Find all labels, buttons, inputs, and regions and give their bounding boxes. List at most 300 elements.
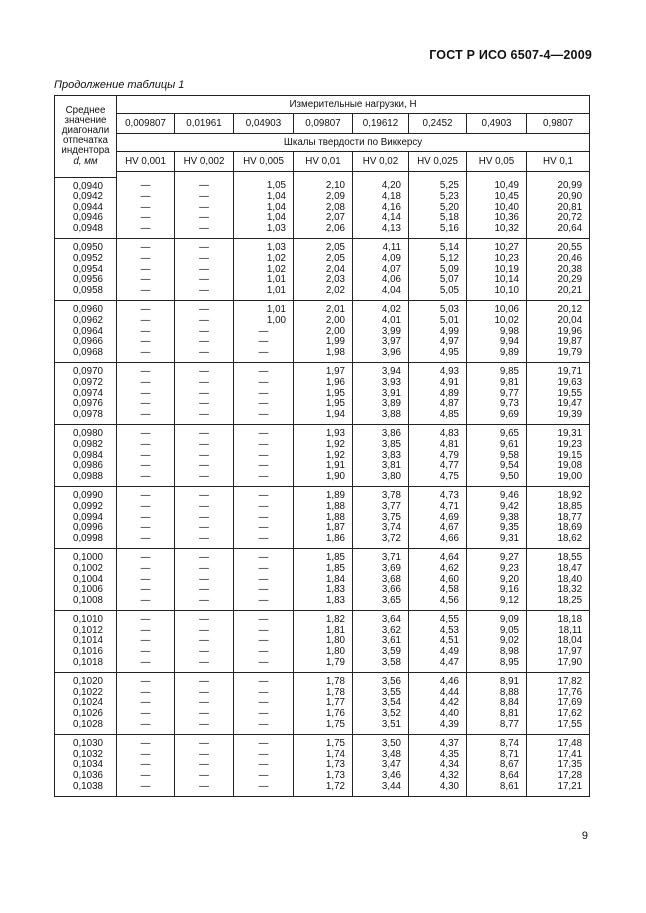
hardness-cell: 20,04 — [527, 316, 590, 327]
empty-value-cell: — — [117, 698, 175, 709]
empty-value-cell: — — [117, 192, 175, 203]
hardness-cell: 4,83 — [409, 425, 467, 440]
empty-value-cell: — — [117, 750, 175, 761]
table-row — [55, 720, 590, 735]
empty-value-cell: — — [175, 410, 234, 425]
hardness-cell: 3,56 — [353, 673, 409, 688]
empty-value-cell: — — [234, 348, 294, 363]
empty-value-cell: — — [117, 389, 175, 400]
hardness-cell: 1,04 — [234, 192, 294, 203]
scale-label: HV 0,05 — [467, 152, 527, 172]
hardness-cell: 9,09 — [467, 611, 527, 626]
diagonal-cell: 0,0986 — [55, 461, 117, 472]
diagonal-cell: 0,0982 — [55, 440, 117, 451]
hardness-cell: 10,32 — [467, 224, 527, 239]
hardness-cell: 1,83 — [294, 585, 353, 596]
empty-value-cell: — — [175, 224, 234, 239]
hardness-cell: 1,83 — [294, 596, 353, 611]
hardness-cell: 20,38 — [527, 265, 590, 276]
hardness-cell: 3,74 — [353, 523, 409, 534]
empty-value-cell: — — [175, 472, 234, 487]
hardness-cell: 1,81 — [294, 626, 353, 637]
hardness-cell: 1,73 — [294, 771, 353, 782]
hardness-cell: 4,47 — [409, 658, 467, 673]
diagonal-cell: 0,1014 — [55, 636, 117, 647]
empty-value-cell: — — [175, 760, 234, 771]
table-row — [55, 658, 590, 673]
hardness-cell: 2,09 — [294, 192, 353, 203]
diagonal-cell: 0,0998 — [55, 534, 117, 549]
hardness-cell: 4,85 — [409, 410, 467, 425]
empty-value-cell: — — [234, 688, 294, 699]
empty-value-cell: — — [117, 425, 175, 440]
empty-value-cell: — — [175, 254, 234, 265]
empty-value-cell: — — [117, 626, 175, 637]
diagonal-cell: 0,0988 — [55, 472, 117, 487]
hardness-cell: 3,83 — [353, 451, 409, 462]
hardness-cell: 17,90 — [527, 658, 590, 673]
hardness-cell: 19,96 — [527, 327, 590, 338]
empty-value-cell: — — [175, 451, 234, 462]
diagonal-cell: 0,1030 — [55, 735, 117, 750]
hardness-cell: 1,78 — [294, 673, 353, 688]
hardness-cell: 19,00 — [527, 472, 590, 487]
hardness-cell: 17,41 — [527, 750, 590, 761]
empty-value-cell: — — [175, 348, 234, 363]
hardness-cell: 4,95 — [409, 348, 467, 363]
hardness-cell: 3,75 — [353, 513, 409, 524]
hardness-cell: 9,58 — [467, 451, 527, 462]
empty-value-cell: — — [175, 177, 234, 192]
hardness-cell: 17,76 — [527, 688, 590, 699]
empty-value-cell: — — [234, 611, 294, 626]
table-row — [55, 534, 590, 549]
empty-value-cell: — — [234, 399, 294, 410]
empty-value-cell: — — [234, 636, 294, 647]
empty-value-cell: — — [117, 265, 175, 276]
empty-value-cell: — — [234, 698, 294, 709]
empty-value-cell: — — [175, 771, 234, 782]
hardness-cell: 20,55 — [527, 239, 590, 254]
hardness-cell: 3,52 — [353, 709, 409, 720]
empty-value-cell: — — [175, 301, 234, 316]
hardness-cell: 4,55 — [409, 611, 467, 626]
loads-header: Измерительные нагрузки, Н — [117, 96, 590, 114]
empty-value-cell: — — [117, 224, 175, 239]
diagonal-cell: 0,1022 — [55, 688, 117, 699]
hardness-cell: 4,60 — [409, 575, 467, 586]
diagonal-cell: 0,0980 — [55, 425, 117, 440]
hardness-cell: 1,00 — [234, 316, 294, 327]
hardness-cell: 3,86 — [353, 425, 409, 440]
empty-value-cell: — — [117, 239, 175, 254]
empty-value-cell: — — [175, 709, 234, 720]
table-row — [55, 549, 590, 564]
hardness-cell: 2,06 — [294, 224, 353, 239]
empty-value-cell: — — [117, 523, 175, 534]
diagonal-cell: 0,1024 — [55, 698, 117, 709]
stub-header-line: значение — [64, 114, 107, 126]
table-caption: Продолжение таблицы 1 — [54, 79, 185, 91]
hardness-cell: 4,30 — [409, 782, 467, 797]
hardness-cell: 2,05 — [294, 239, 353, 254]
stub-header-line: Среднее — [65, 104, 106, 116]
empty-value-cell: — — [117, 378, 175, 389]
hardness-cell: 1,76 — [294, 709, 353, 720]
empty-value-cell: — — [117, 760, 175, 771]
empty-value-cell: — — [175, 425, 234, 440]
hardness-cell: 1,85 — [294, 564, 353, 575]
hardness-cell: 3,50 — [353, 735, 409, 750]
hardness-cell: 1,72 — [294, 782, 353, 797]
hardness-cell: 8,67 — [467, 760, 527, 771]
empty-value-cell: — — [175, 735, 234, 750]
document-standard-number: ГОСТ Р ИСО 6507-4—2009 — [429, 48, 592, 62]
hardness-cell: 20,21 — [527, 286, 590, 301]
hardness-cell: 20,81 — [527, 203, 590, 214]
diagonal-cell: 0,0974 — [55, 389, 117, 400]
diagonal-cell: 0,1036 — [55, 771, 117, 782]
scale-label: HV 0,1 — [527, 152, 590, 172]
table-row — [55, 564, 590, 575]
diagonal-cell: 0,0996 — [55, 523, 117, 534]
hardness-cell: 1,01 — [234, 301, 294, 316]
empty-value-cell: — — [234, 658, 294, 673]
hardness-cell: 9,27 — [467, 549, 527, 564]
hardness-cell: 5,05 — [409, 286, 467, 301]
empty-value-cell: — — [117, 275, 175, 286]
diagonal-cell: 0,1004 — [55, 575, 117, 586]
table-row — [55, 673, 590, 688]
empty-value-cell: — — [117, 363, 175, 378]
hardness-cell: 5,23 — [409, 192, 467, 203]
hardness-cell: 1,01 — [234, 286, 294, 301]
hardness-cell: 10,49 — [467, 177, 527, 192]
hardness-cell: 1,80 — [294, 647, 353, 658]
empty-value-cell: — — [175, 658, 234, 673]
hardness-cell: 4,66 — [409, 534, 467, 549]
hardness-cell: 20,29 — [527, 275, 590, 286]
row-group — [55, 425, 590, 487]
diagonal-cell: 0,0992 — [55, 502, 117, 513]
hardness-cell: 3,78 — [353, 487, 409, 502]
hardness-cell: 20,72 — [527, 213, 590, 224]
empty-value-cell: — — [234, 673, 294, 688]
hardness-cell: 3,48 — [353, 750, 409, 761]
diagonal-cell: 0,0966 — [55, 337, 117, 348]
hardness-cell: 1,86 — [294, 534, 353, 549]
hardness-cell: 9,23 — [467, 564, 527, 575]
table-row — [55, 286, 590, 301]
hardness-cell: 3,51 — [353, 720, 409, 735]
hardness-cell: 19,79 — [527, 348, 590, 363]
empty-value-cell: — — [117, 636, 175, 647]
hardness-cell: 10,02 — [467, 316, 527, 327]
hardness-cell: 9,65 — [467, 425, 527, 440]
row-group — [55, 673, 590, 735]
diagonal-cell: 0,1002 — [55, 564, 117, 575]
empty-value-cell: — — [175, 213, 234, 224]
empty-value-cell: — — [234, 523, 294, 534]
hardness-cell: 19,23 — [527, 440, 590, 451]
hardness-cell: 4,46 — [409, 673, 467, 688]
table-row — [55, 363, 590, 378]
hardness-cell: 1,99 — [294, 337, 353, 348]
empty-value-cell: — — [234, 564, 294, 575]
hardness-cell: 4,11 — [353, 239, 409, 254]
empty-value-cell: — — [234, 410, 294, 425]
empty-value-cell: — — [117, 348, 175, 363]
diagonal-cell: 0,1010 — [55, 611, 117, 626]
hardness-cell: 2,01 — [294, 301, 353, 316]
hardness-cell: 4,44 — [409, 688, 467, 699]
hardness-cell: 4,64 — [409, 549, 467, 564]
hardness-cell: 10,27 — [467, 239, 527, 254]
hardness-cell: 5,09 — [409, 265, 467, 276]
empty-value-cell: — — [117, 177, 175, 192]
empty-value-cell: — — [175, 523, 234, 534]
hardness-cell: 10,40 — [467, 203, 527, 214]
hardness-cell: 17,35 — [527, 760, 590, 771]
empty-value-cell: — — [117, 782, 175, 797]
empty-value-cell: — — [175, 513, 234, 524]
hardness-cell: 2,10 — [294, 177, 353, 192]
empty-value-cell: — — [175, 192, 234, 203]
row-group — [55, 177, 590, 239]
diagonal-cell: 0,0972 — [55, 378, 117, 389]
hardness-cell: 18,40 — [527, 575, 590, 586]
empty-value-cell: — — [175, 363, 234, 378]
empty-value-cell: — — [234, 647, 294, 658]
table-row — [55, 782, 590, 797]
diagonal-column-header — [55, 96, 117, 178]
hardness-cell: 3,69 — [353, 564, 409, 575]
load-value: 0,9807 — [527, 114, 590, 134]
stub-header-line: диагонали — [61, 125, 110, 137]
hardness-cell: 4,93 — [409, 363, 467, 378]
hardness-cell: 1,80 — [294, 636, 353, 647]
load-value: 0,4903 — [467, 114, 527, 134]
empty-value-cell: — — [175, 636, 234, 647]
hardness-cell: 17,55 — [527, 720, 590, 735]
empty-value-cell: — — [117, 709, 175, 720]
hardness-cell: 19,87 — [527, 337, 590, 348]
empty-value-cell: — — [117, 327, 175, 338]
hardness-cell: 3,94 — [353, 363, 409, 378]
hardness-cell: 8,71 — [467, 750, 527, 761]
diagonal-cell: 0,1012 — [55, 626, 117, 637]
empty-value-cell: — — [234, 337, 294, 348]
empty-value-cell: — — [117, 399, 175, 410]
empty-value-cell: — — [117, 575, 175, 586]
hardness-cell: 4,71 — [409, 502, 467, 513]
hardness-cell: 5,16 — [409, 224, 467, 239]
hardness-cell: 4,91 — [409, 378, 467, 389]
diagonal-cell: 0,0946 — [55, 213, 117, 224]
hardness-cell: 8,84 — [467, 698, 527, 709]
scales-header: Шкалы твердости по Виккерсу — [117, 134, 590, 152]
hardness-cell: 17,48 — [527, 735, 590, 750]
hardness-cell: 9,05 — [467, 626, 527, 637]
hardness-cell: 1,74 — [294, 750, 353, 761]
hardness-cell: 3,81 — [353, 461, 409, 472]
empty-value-cell: — — [117, 658, 175, 673]
table-row — [55, 224, 590, 239]
empty-value-cell: — — [234, 487, 294, 502]
hardness-cell: 2,04 — [294, 265, 353, 276]
empty-value-cell: — — [117, 549, 175, 564]
hardness-cell: 9,73 — [467, 399, 527, 410]
table-row — [55, 487, 590, 502]
hardness-cell: 9,12 — [467, 596, 527, 611]
table-row — [55, 348, 590, 363]
hardness-cell: 4,99 — [409, 327, 467, 338]
hardness-cell: 1,82 — [294, 611, 353, 626]
empty-value-cell: — — [117, 301, 175, 316]
hardness-cell: 4,34 — [409, 760, 467, 771]
hardness-cell: 19,55 — [527, 389, 590, 400]
diagonal-cell: 0,0944 — [55, 203, 117, 214]
diagonal-cell: 0,0990 — [55, 487, 117, 502]
empty-value-cell: — — [175, 750, 234, 761]
hardness-cell: 9,89 — [467, 348, 527, 363]
hardness-cell: 4,35 — [409, 750, 467, 761]
hardness-cell: 1,88 — [294, 513, 353, 524]
empty-value-cell: — — [175, 239, 234, 254]
hardness-cell: 8,98 — [467, 647, 527, 658]
diagonal-cell: 0,0962 — [55, 316, 117, 327]
hardness-cell: 9,02 — [467, 636, 527, 647]
diagonal-cell: 0,0954 — [55, 265, 117, 276]
empty-value-cell: — — [234, 502, 294, 513]
row-group — [55, 239, 590, 301]
hardness-cell: 4,18 — [353, 192, 409, 203]
hardness-cell: 8,91 — [467, 673, 527, 688]
empty-value-cell: — — [117, 513, 175, 524]
hardness-cell: 3,97 — [353, 337, 409, 348]
diagonal-cell: 0,0994 — [55, 513, 117, 524]
empty-value-cell: — — [117, 596, 175, 611]
hardness-cell: 1,92 — [294, 451, 353, 462]
empty-value-cell: — — [117, 213, 175, 224]
table-row — [55, 301, 590, 316]
empty-value-cell: — — [175, 611, 234, 626]
hardness-cell: 4,89 — [409, 389, 467, 400]
empty-value-cell: — — [175, 647, 234, 658]
empty-value-cell: — — [117, 461, 175, 472]
diagonal-cell: 0,1000 — [55, 549, 117, 564]
empty-value-cell: — — [175, 378, 234, 389]
table-row — [55, 596, 590, 611]
diagonal-cell: 0,1008 — [55, 596, 117, 611]
row-group — [55, 611, 590, 673]
empty-value-cell: — — [175, 549, 234, 564]
hardness-cell: 2,07 — [294, 213, 353, 224]
hardness-cell: 2,03 — [294, 275, 353, 286]
hardness-cell: 1,93 — [294, 425, 353, 440]
diagonal-cell: 0,0948 — [55, 224, 117, 239]
table-row — [55, 425, 590, 440]
hardness-cell: 18,32 — [527, 585, 590, 596]
hardness-cell: 4,75 — [409, 472, 467, 487]
hardness-cell: 4,62 — [409, 564, 467, 575]
hardness-cell: 3,68 — [353, 575, 409, 586]
empty-value-cell: — — [175, 585, 234, 596]
stub-header-line: индентора — [61, 145, 110, 157]
hardness-cell: 1,04 — [234, 213, 294, 224]
hardness-cell: 19,39 — [527, 410, 590, 425]
hardness-cell: 18,92 — [527, 487, 590, 502]
empty-value-cell: — — [234, 771, 294, 782]
hardness-cell: 1,87 — [294, 523, 353, 534]
empty-value-cell: — — [234, 585, 294, 596]
table-row — [55, 177, 590, 192]
hardness-cell: 4,06 — [353, 275, 409, 286]
hardness-cell: 4,42 — [409, 698, 467, 709]
scale-label: HV 0,005 — [234, 152, 294, 172]
empty-value-cell: — — [234, 549, 294, 564]
hardness-cell: 3,54 — [353, 698, 409, 709]
hardness-cell: 2,00 — [294, 327, 353, 338]
load-value: 0,19612 — [353, 114, 409, 134]
hardness-cell: 10,10 — [467, 286, 527, 301]
empty-value-cell: — — [234, 378, 294, 389]
hardness-cell: 3,88 — [353, 410, 409, 425]
empty-value-cell: — — [175, 487, 234, 502]
empty-value-cell: — — [175, 626, 234, 637]
hardness-cell: 17,69 — [527, 698, 590, 709]
hardness-cell: 8,95 — [467, 658, 527, 673]
hardness-cell: 18,69 — [527, 523, 590, 534]
empty-value-cell: — — [234, 440, 294, 451]
empty-value-cell: — — [117, 440, 175, 451]
empty-value-cell: — — [175, 286, 234, 301]
load-value: 0,09807 — [294, 114, 353, 134]
empty-value-cell: — — [117, 735, 175, 750]
hardness-cell: 1,90 — [294, 472, 353, 487]
hardness-cell: 2,05 — [294, 254, 353, 265]
hardness-cell: 9,98 — [467, 327, 527, 338]
hardness-cell: 17,82 — [527, 673, 590, 688]
hardness-cell: 20,99 — [527, 177, 590, 192]
diagonal-cell: 0,0968 — [55, 348, 117, 363]
empty-value-cell: — — [234, 575, 294, 586]
hardness-cell: 9,77 — [467, 389, 527, 400]
hardness-cell: 1,94 — [294, 410, 353, 425]
diagonal-cell: 0,0940 — [55, 177, 117, 192]
hardness-cell: 19,31 — [527, 425, 590, 440]
hardness-cell: 3,99 — [353, 327, 409, 338]
hardness-cell: 4,77 — [409, 461, 467, 472]
hardness-cell: 9,85 — [467, 363, 527, 378]
empty-value-cell: — — [175, 337, 234, 348]
hardness-cell: 4,40 — [409, 709, 467, 720]
empty-value-cell: — — [117, 254, 175, 265]
table-row — [55, 239, 590, 254]
hardness-cell: 9,61 — [467, 440, 527, 451]
table-row — [55, 611, 590, 626]
hardness-cell: 2,00 — [294, 316, 353, 327]
hardness-cell: 1,75 — [294, 720, 353, 735]
scale-label: HV 0,002 — [175, 152, 234, 172]
table-row — [55, 440, 590, 451]
empty-value-cell: — — [175, 596, 234, 611]
hardness-cell: 3,93 — [353, 378, 409, 389]
diagonal-cell: 0,1028 — [55, 720, 117, 735]
hardness-cell: 4,97 — [409, 337, 467, 348]
hardness-cell: 5,18 — [409, 213, 467, 224]
empty-value-cell: — — [117, 688, 175, 699]
